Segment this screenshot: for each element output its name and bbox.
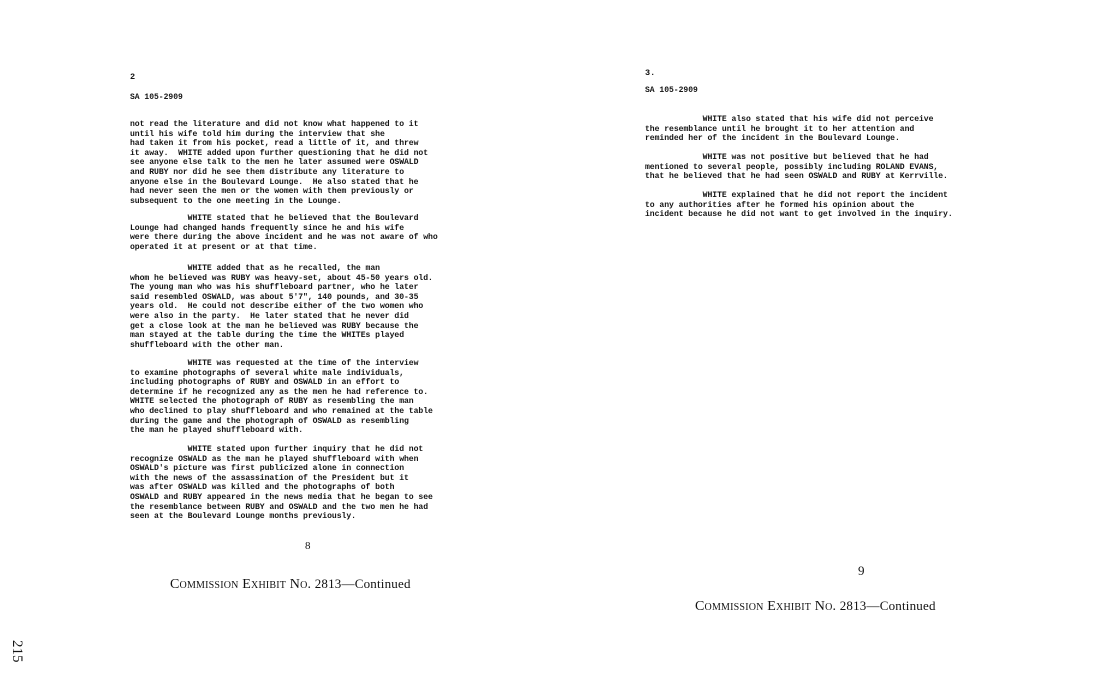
left-bottom-page-number: 8: [305, 540, 311, 552]
left-paragraph-4: WHITE was requested at the time of the interview to examine photographs of several white male individuals, including photographs of RUBY and OSWALD in an effort to determine if he recognized any as the men he had reference to. WHITE selected the photograph of RUBY as resembling the man who declined to play shuffleboard and who remained at the table during the game and the photograph of OSWALD as resembling the man he played shuffleboard with.: [130, 359, 433, 436]
left-file-number: SA 105-2909: [130, 93, 183, 102]
right-file-number: SA 105-2909: [645, 86, 698, 95]
left-page-number: 2: [130, 72, 136, 82]
right-page-number: 3.: [645, 68, 656, 78]
left-paragraph-3: WHITE added that as he recalled, the man whom he believed was RUBY was heavy-set, about 45-50 years old. The young man who was his shuffleboard partner, who he later said resembled OSWALD, was about 5'7", 140 pounds, and 30-35 years old. He could not describe either of the two women who were also in the party. He later stated that he never did get a close look at the man he believed was RUBY because the man stayed at the table during the time the WHITEs played shuffleboard with the other man.: [130, 264, 433, 350]
left-paragraph-2: WHITE stated that he believed that the Boulevard Lounge had changed hands frequently since he and his wife were there during the above incident and he was not aware of who operated it at present or at that time.: [130, 214, 438, 252]
right-exhibit-caption: [695, 598, 936, 615]
right-paragraph-2: WHITE was not positive but believed that he had mentioned to several people, possibly including ROLAND EVANS, that he believed that he had seen OSWALD and RUBY at Kerrville.: [645, 153, 948, 182]
left-paragraph-5: WHITE stated upon further inquiry that he did not recognize OSWALD as the man he played shuffleboard with when OSWALD's picture was first publicized alone in connection with the news of the assassination of the President but it was after OSWALD was killed and the photographs of both OSWALD and RUBY appeared in the news media that he began to see the resemblance between RUBY and OSWALD and the two men he had seen at the Boulevard Lounge months previously.: [130, 445, 433, 522]
left-paragraph-1: not read the literature and did not know what happened to it until his wife told him during the interview that she had taken it from his pocket, read a little of it, and threw it away. WHITE added upon further questioning that he did not see anyone else talk to the men he later assumed were OSWALD and RUBY nor did he see them distribute any literature to anyone else in the Boulevard Lounge. He also stated that he had never seen the men or the women with them previously or subsequent to the one meeting in the Lounge.: [130, 120, 429, 206]
right-caption-rest: 2813—Continued: [836, 598, 936, 613]
left-exhibit-caption: [170, 576, 411, 593]
right-paragraph-1: WHITE also stated that his wife did not perceive the resemblance until he brought it to her attention and reminded her of the incident in the Boulevard Lounge.: [645, 115, 934, 144]
right-bottom-page-number: 9: [858, 563, 865, 578]
right-page: [560, 0, 1094, 691]
left-caption-rest: 2813—Continued: [311, 576, 411, 591]
right-caption-main: Commission Exhibit No.: [695, 599, 837, 614]
margin-page-number: 215: [9, 640, 25, 663]
left-caption-main: Commission Exhibit No.: [170, 577, 312, 592]
right-paragraph-3: WHITE explained that he did not report the incident to any authorities after he formed his opinion about the incident because he did not want to get involved in the inquiry.: [645, 191, 953, 220]
